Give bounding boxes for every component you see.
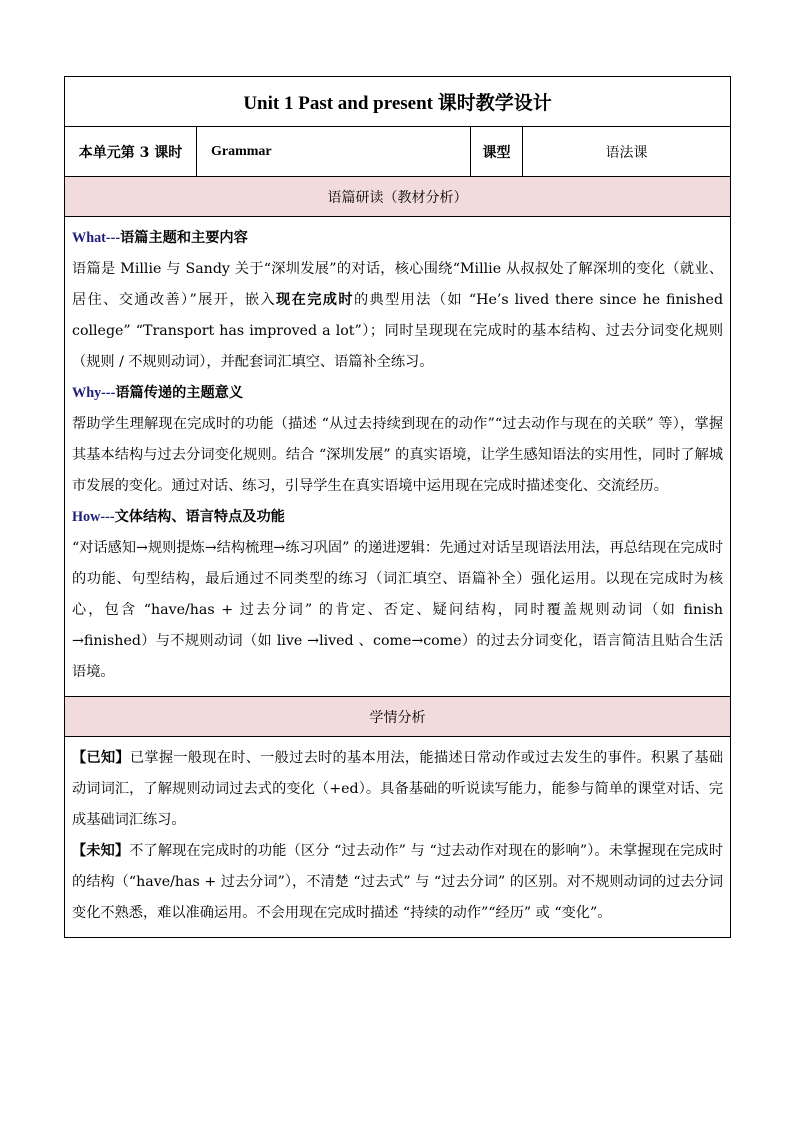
known-text: 已掌握一般现在时、一般过去时的基本用法，能描述日常动作或过去发生的事件。积累了基础动词词汇，了解规则动词过去式的变化（+ed）。具备基础的听说读写能力，能参与简单的课堂对话、完成基础词汇练习。 — [72, 750, 724, 828]
what-subheading — [72, 223, 723, 254]
unknown-label: 【未知】 — [72, 843, 130, 859]
why-title: 语篇传递的主题意义 — [115, 385, 244, 401]
how-paragraph: “对话感知→规则提炼→结构梳理→练习巩固” 的递进逻辑：先通过对话呈现语法用法，再总结现在完成时的功能、句型结构，最后通过不同类型的练习（词汇填空、语篇补全）强化运用。以现在完成时为核心，包含 “have/has + 过去分词” 的肯定、否定、疑问结构，同时覆盖规则动词（如 finish →finished）与不规则动词（如 live →lived 、come→come）的过去分词变化，语言简洁且贴合生活语境。 — [72, 540, 724, 680]
analysis-heading-row — [65, 177, 731, 217]
lesson-plan-table — [64, 76, 731, 938]
text-analysis-content — [65, 217, 731, 697]
unknown-text: 不了解现在完成时的功能（区分 “过去动作” 与 “过去动作对现在的影响”）。未掌握现在完成时的结构（“have/has + 过去分词”），不清楚 “过去式” 与 “过去分词” 的区别。对不规则动词的过去分词变化不熟悉，难以准确运用。不会用现在完成时描述 “持续的动作”“经历” 或 “变化”。 — [72, 843, 724, 921]
what-separator: --- — [105, 230, 121, 246]
lesson-number-label: 本单元第 3 课时 — [65, 127, 197, 177]
what-highlight: 现在完成时 — [276, 292, 354, 308]
title-row — [65, 77, 731, 127]
what-title: 语篇主题和主要内容 — [120, 230, 248, 246]
document-title: Unit 1 Past and present 课时教学设计 — [65, 77, 731, 127]
what-text-part-b: 的典型用法（如 “He’s lived there since he finished college” “Transport has improved a lot”）；同时呈现现在完成时的基本结构、过去分词变化规则（规则 / 不规则动词），并配套词汇填空、语篇补全练习。 — [72, 292, 724, 370]
student-analysis-content — [65, 737, 731, 938]
how-label: How — [72, 509, 101, 525]
how-subheading — [72, 502, 723, 533]
lesson-type-label: 课型 — [471, 127, 523, 177]
how-separator: --- — [100, 509, 115, 525]
what-paragraph — [72, 254, 723, 378]
why-subheading — [72, 378, 723, 409]
known-paragraph — [72, 743, 723, 836]
lesson-topic-value: Grammar — [197, 127, 471, 177]
student-analysis-heading: 学情分析 — [65, 697, 731, 737]
why-separator: --- — [101, 385, 116, 401]
how-title: 文体结构、语言特点及功能 — [114, 509, 285, 525]
text-analysis-heading: 语篇研读（教材分析） — [65, 177, 731, 217]
analysis-content-row — [65, 217, 731, 697]
why-label: Why — [72, 385, 102, 401]
students-content-row — [65, 737, 731, 938]
students-heading-row — [65, 697, 731, 737]
what-text-part-a: 语篇是 Millie 与 Sandy 关于“深圳发展”的对话，核心围绕“Millie 从叔叔处了解深圳的变化（就业、居住、交通改善）”展开，嵌入 — [72, 261, 724, 308]
lesson-type-value: 语法课 — [523, 127, 731, 177]
why-paragraph: 帮助学生理解现在完成时的功能（描述 “从过去持续到现在的动作”“过去动作与现在的关联” 等），掌握其基本结构与过去分词变化规则。结合 “深圳发展” 的真实语境，让学生感知语法的实用性，同时了解城市发展的变化。通过对话、练习，引导学生在真实语境中运用现在完成时描述变化、交流经历。 — [72, 416, 724, 494]
known-label: 【已知】 — [72, 750, 130, 766]
what-label: What — [72, 230, 106, 246]
meta-row — [65, 127, 731, 177]
unknown-paragraph — [72, 836, 723, 929]
